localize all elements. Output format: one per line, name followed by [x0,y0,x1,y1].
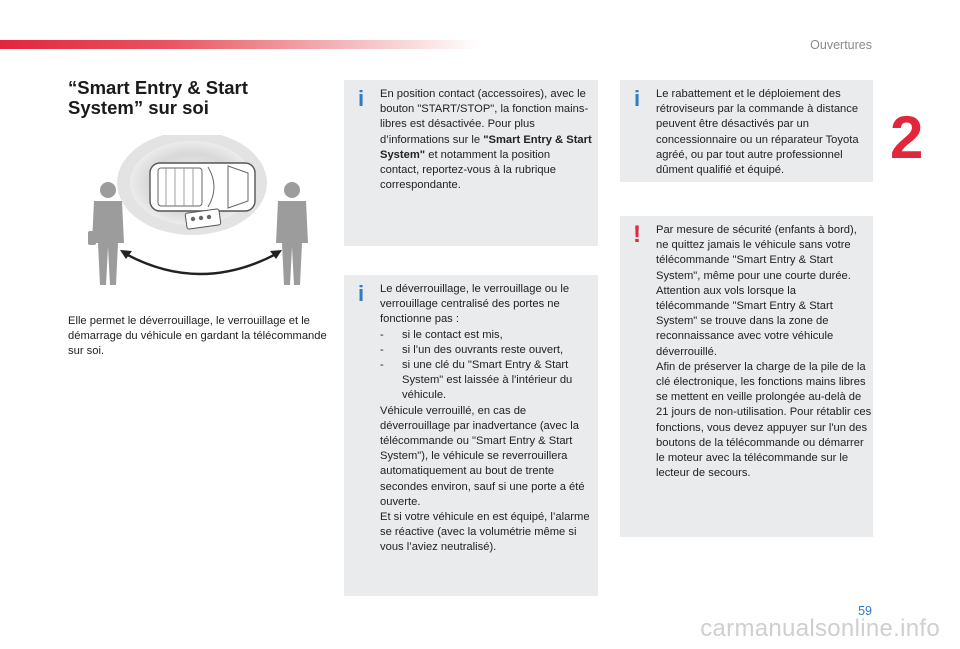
warning-paragraph: Attention aux vols lorsque la télécommande "Smart Entry & Start System" se trouve dans la zone de reconnaissance avec votre véhicule déverrouillé. [656,284,834,358]
chapter-number: 2 [890,104,924,171]
warning-paragraph: Afin de préserver la charge de la pile de la clé électronique, les fonctions mains libres se mettent en veille prolongée au-delà de 21 jours de non-utilisation. Pour rétablir ces fonctions, vous devez appuyer sur l'un des boutons de la télécommande ou démarrer le moteur avec la télécommande sur le lecteur de secours. [656,360,872,480]
info-box-text [380,282,596,556]
page-number: 59 [858,604,872,618]
warning-paragraph: Par mesure de sécurité (enfants à bord), ne quittez jamais le véhicule sans votre télécommande "Smart Entry & Start System", même pour une courte durée. [656,224,857,282]
info-text-bold: "Smart Entry & Start System" [380,133,592,161]
warning-box [620,216,873,537]
info-text-before: En position contact (accessoires), avec le bouton "START/STOP", la fonction mains-libres est désactivée. Pour plus d’informations sur le [380,88,589,146]
info-box-locking [344,275,598,596]
person-right-icon [276,182,308,285]
info-icon: i [357,86,365,111]
section-title: Ouvertures [810,38,872,52]
list-item: - si le contact est mis, [380,328,503,341]
info-text-after: et notamment la position contact, reportez-vous à la rubrique correspondante. [380,148,556,192]
info-box-mirrors [620,80,873,182]
relock-paragraph: Véhicule verrouillé, en cas de déverrouillage par inadvertance (avec la télécommande ou "Smart Entry & Start System"), le véhicule se reverrouillera automatiquement au bout de trente secondes environ, sauf si une porte a été ouverte. [380,404,585,508]
info-icon: i [357,281,365,306]
person-left-icon [88,182,124,285]
info-box-accessories [344,80,598,246]
locking-intro: Le déverrouillage, le verrouillage ou le verrouillage centralisé des portes ne fonctionne pas : [380,283,570,326]
page-title: “Smart Entry & Start System” sur soi [68,77,248,118]
info-box-text: Le rabattement et le déploiement des rétroviseurs par la commande à distance peuvent être désactivés par un concessionnaire ou un réparateur Toyota agréé, ou par tout autre professionnel dûment qualifié et équipé. [656,88,859,177]
intro-text: Elle permet le déverrouillage, le verrouillage et le démarrage du véhicule en gardant la télécommande sur soi. [68,315,327,358]
list-item: - si l’un des ouvrants reste ouvert, [380,343,564,356]
alarm-paragraph: Et si votre véhicule en est équipé, l’alarme se réactive (avec la volumétrie même si vous l’aviez neutralisé). [380,511,590,554]
warning-icon: ! [633,221,641,248]
info-icon: i [633,86,641,111]
header-accent-bar [0,40,480,49]
list-item: - si une clé du "Smart Entry & Start System" est laissée à l'intérieur du véhicule. [380,359,573,402]
distance-arrow-icon [120,250,282,274]
watermark: carmanualsonline.info [700,615,940,642]
warning-text [656,223,872,481]
smart-entry-illustration [80,135,320,310]
info-box-text [380,87,592,193]
